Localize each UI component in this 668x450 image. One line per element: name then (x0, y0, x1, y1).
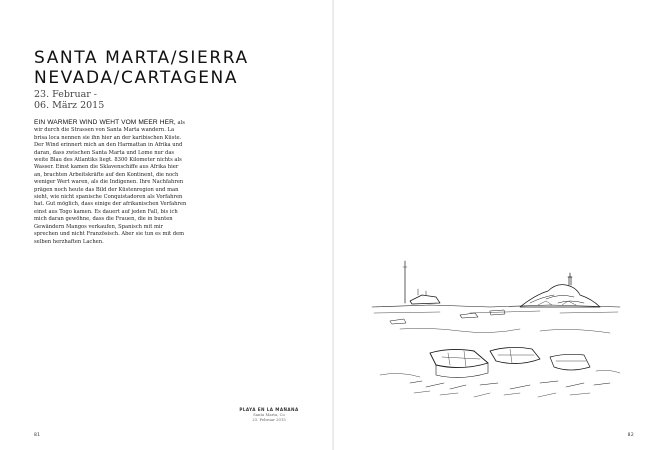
date-range (34, 89, 174, 111)
date-end: 06. März 2015 (34, 100, 105, 111)
body-paragraph (34, 119, 188, 246)
body-lead-in: EIN WARMER WIND WEHT VOM MEER HER, (34, 119, 176, 126)
beach-sketch-illustration (370, 255, 622, 403)
chapter-title-line-2: NEVADA/CARTAGENA (34, 68, 239, 88)
body-text: als wir durch die Strassen von Santa Marta wandern. La brisa loca nennen sie ihn hier an der karibischen Küste. Der Wind erinnert mich an den Harmattan in Afrika und daran, dass zwischen Santa Marta und Lome nur das weite Blau des Atlantiks liegt. 8300 Kilometer nichts als Wasser. Einst kamen die Sklavenschiffe aus Afrika hier an, brachten Arbeitskräfte auf den Kontinent, die noch weniger Wert waren, als die Indigenen. Ihre Nachfahren prägen noch heute das Bild der Küstenregion und man sieht, wie nicht spanische Conquistadoren als Vorfahren hat. Gut möglich, dass einige der afrikanischen Verfahren einst aus Togo kamen. Es dauert auf jeden Fall, bis ich mich daran gewöhne, dass die Frauen, die in bunten Gewändern Mangos verkaufen, Spanisch mit mir sprechen und nicht Französisch. Aber sie tun es mit dem selben herzhaften Lachen. (34, 120, 187, 245)
illustration-caption (224, 407, 314, 423)
chapter-title (34, 48, 264, 88)
page-number-left: 81 (34, 433, 41, 438)
caption-place: Santa Marta, Co (253, 412, 285, 417)
date-start: 23. Februar - (34, 89, 97, 100)
chapter-title-line-1: SANTA MARTA/SIERRA (34, 48, 249, 68)
caption-title: PLAYA EN LA MAÑANA (239, 407, 299, 412)
caption-date: 23. Februar 2015 (252, 417, 286, 423)
page-number-right: 82 (627, 433, 634, 438)
